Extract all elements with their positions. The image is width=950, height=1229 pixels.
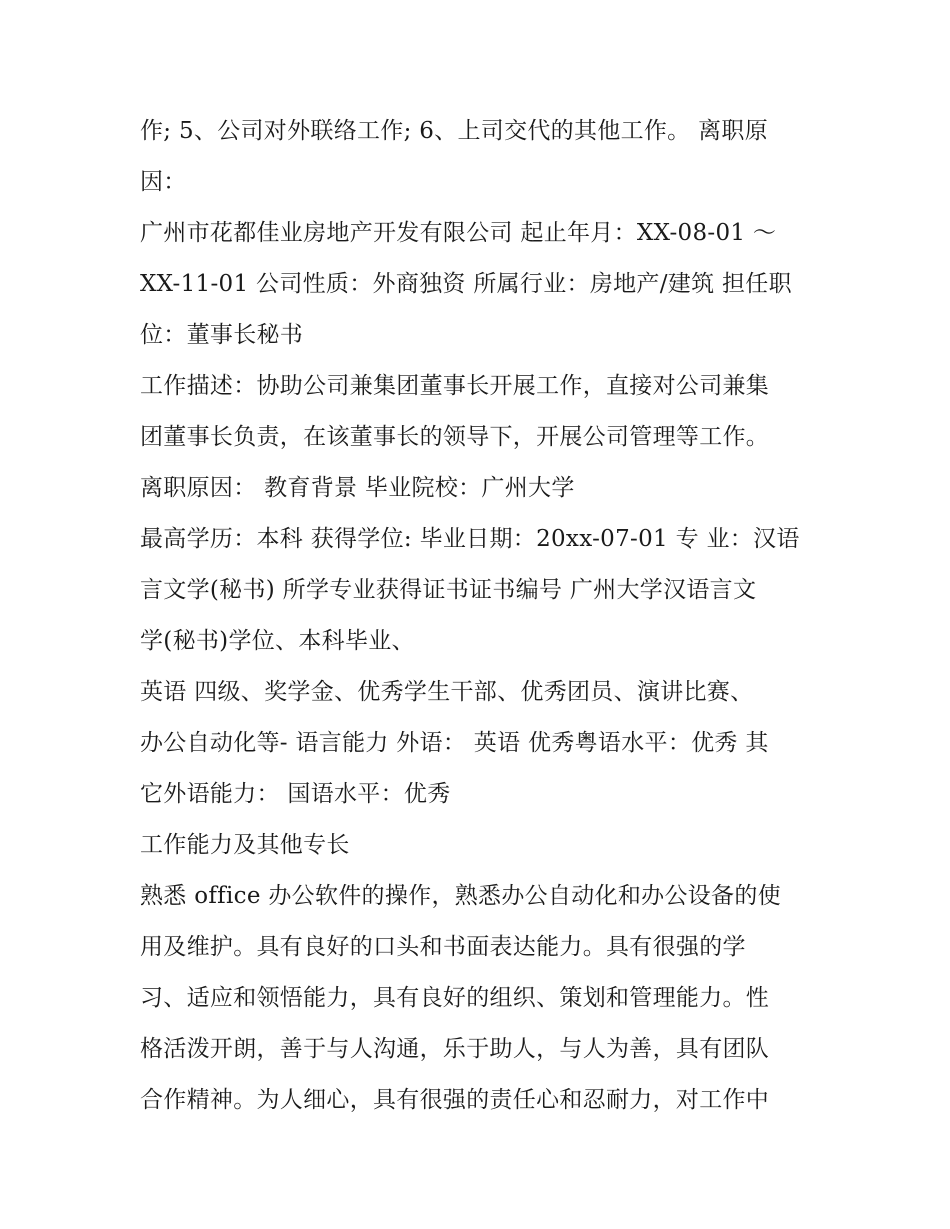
text-line: 熟悉 office 办公软件的操作，熟悉办公自动化和办公设备的使 (140, 883, 781, 909)
section-heading: 工作能力及其他专长 (140, 832, 350, 858)
text-line: 格活泼开朗，善于与人沟通，乐于助人，与人为善，具有团队 (140, 1036, 770, 1062)
text-line: 离职原因： 教育背景 毕业院校：广州大学 (140, 475, 575, 501)
text-line: 学(秘书)学位、本科毕业、 (140, 628, 415, 654)
text-line: 最高学历：本科 获得学位: 毕业日期：20xx-07-01 专 业：汉语 (140, 526, 800, 552)
text-line: 作; 5、公司对外联络工作; 6、上司交代的其他工作。 离职原 (140, 118, 768, 144)
text-line: 言文学(秘书) 所学专业获得证书证书编号 广州大学汉语言文 (140, 577, 757, 603)
text-line: XX-11-01 公司性质：外商独资 所属行业：房地产/建筑 担任职 (140, 271, 792, 297)
text-line: 广州市花都佳业房地产开发有限公司 起止年月：XX-08-01 ～ (140, 220, 777, 246)
text-line: 它外语能力： 国语水平：优秀 (140, 781, 451, 807)
text-line: 习、适应和领悟能力，具有良好的组织、策划和管理能力。性 (140, 985, 770, 1011)
text-line: 办公自动化等- 语言能力 外语： 英语 优秀粤语水平：优秀 其 (140, 730, 769, 756)
document-body (140, 106, 830, 1126)
text-line: 团董事长负责，在该董事长的领导下，开展公司管理等工作。 (140, 424, 770, 450)
text-line: 合作精神。为人细心，具有很强的责任心和忍耐力，对工作中 (140, 1087, 770, 1113)
text-line: 因： (140, 169, 187, 195)
text-line: 英语 四级、奖学金、优秀学生干部、优秀团员、演讲比赛、 (140, 679, 754, 705)
text-line: 位：董事长秘书 (140, 322, 304, 348)
text-line: 工作描述：协助公司兼集团董事长开展工作，直接对公司兼集 (140, 373, 770, 399)
text-line: 用及维护。具有良好的口头和书面表达能力。具有很强的学 (140, 934, 746, 960)
